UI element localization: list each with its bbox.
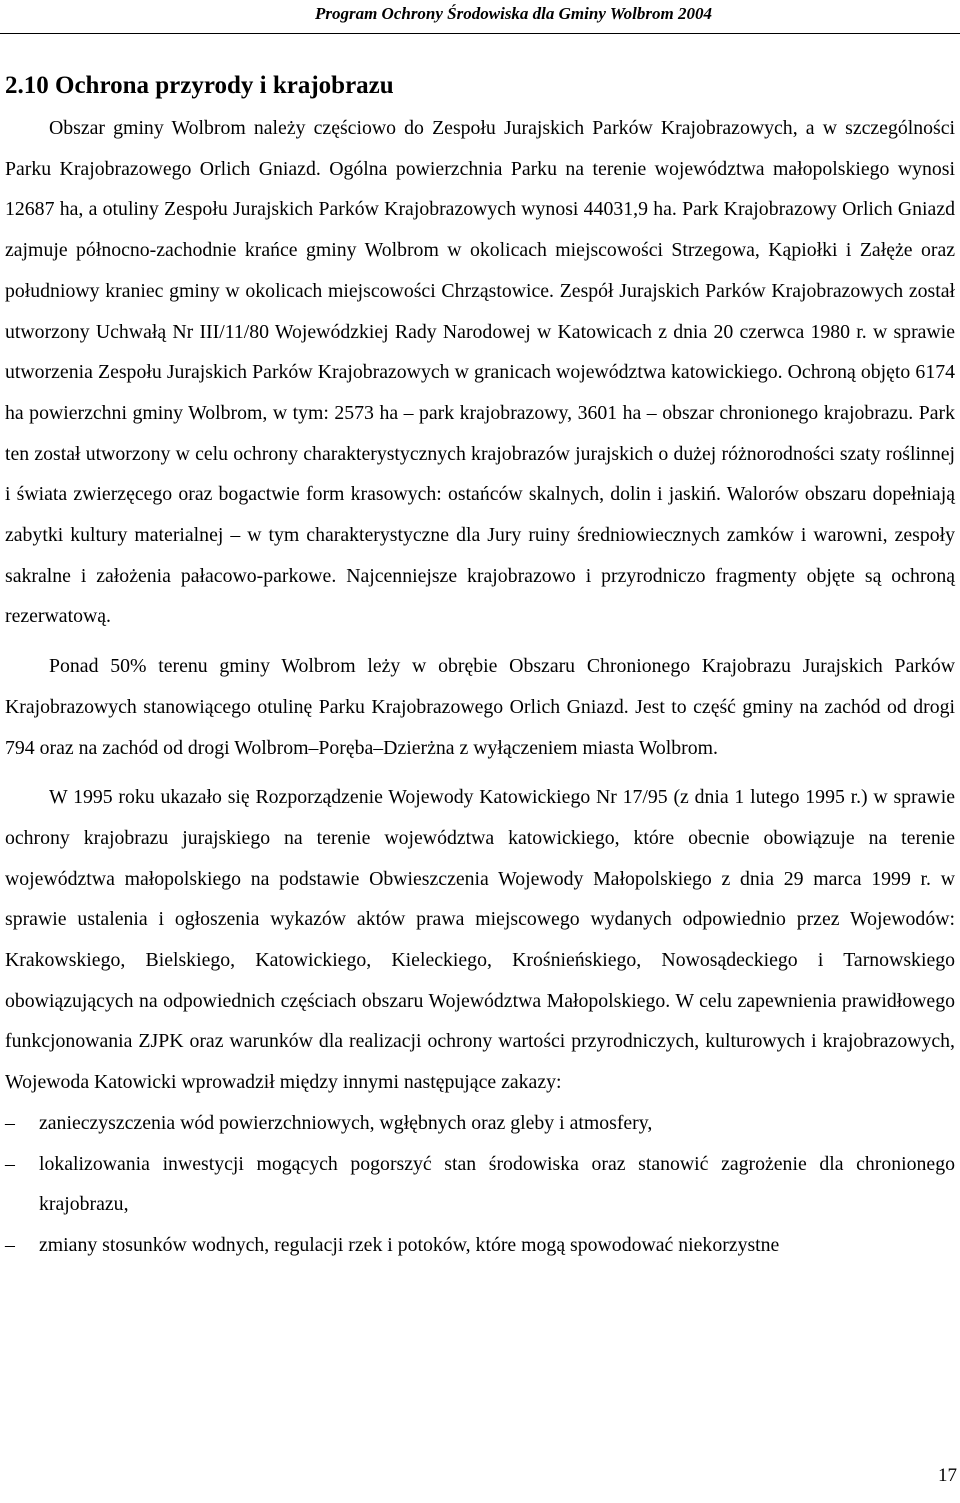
paragraph-3: W 1995 roku ukazało się Rozporządzenie Wojewody Katowickiego Nr 17/95 (z dnia 1 lutego 1995 r.) w sprawie ochrony krajobrazu jurajskiego na terenie województwa katowickiego, które obecnie obowiązuje na terenie województwa małopolskiego na podstawie Obwieszczenia Wojewody Małopolskiego z dnia 29 marca 1999 r. w sprawie ustalenia i ogłoszenia wykazów aktów prawa miejscowego wydanych odpowiednio przez Wojewodów: Krakowskiego, Bielskiego, Katowickiego, Kieleckiego, Krośnieńskiego, Nowosądeckiego i Tarnowskiego obowiązujących na odpowiednich częściach obszaru Województwa Małopolskiego. W celu zapewnienia prawidłowego funkcjonowania ZJPK oraz warunków dla realizacji ochrony wartości przyrodniczych, kulturowych i krajobrazowych, Wojewoda Katowicki wprowadził między innymi następujące zakazy: [5,786,955,1094]
dash-bullet: – [5,1233,15,1256]
list-item-text: lokalizowania inwestycji mogących pogorszyć stan środowiska oraz stanowić zagrożenie dla chronionego krajobrazu, [39,1152,955,1216]
dash-bullet: – [5,1152,15,1175]
header-divider [0,33,960,34]
list-item-text: zanieczyszczenia wód powierzchniowych, wgłębnych oraz gleby i atmosfery, [39,1111,653,1134]
list-item [5,1103,955,1144]
dash-bullet: – [5,1111,15,1134]
section-title: 2.10 Ochrona przyrody i krajobrazu [5,72,394,99]
paragraph-1: Obszar gminy Wolbrom należy częściowo do Zespołu Jurajskich Parków Krajobrazowych, a w szczególności Parku Krajobrazowego Orlich Gniazd. Ogólna powierzchnia Parku na terenie województwa małopolskiego wynosi 12687 ha, a otuliny Zespołu Jurajskich Parków Krajobrazowych wynosi 44031,9 ha. Park Krajobrazowy Orlich Gniazd zajmuje północno-zachodnie krańce gminy Wolbrom w okolicach miejscowości Strzegowa, Kąpiołki i Załęże oraz południowy kraniec gminy w okolicach miejscowości Chrząstowice. Zespół Jurajskich Parków Krajobrazowych został utworzony Uchwałą Nr III/11/80 Wojewódzkiej Rady Narodowej w Katowicach z dnia 20 czerwca 1980 r. w sprawie utworzenia Zespołu Jurajskich Parków Krajobrazowych w granicach województwa katowickiego. Ochroną objęto 6174 ha powierzchni gminy Wolbrom, w tym: 2573 ha – park krajobrazowy, 3601 ha – obszar chronionego krajobrazu. Park ten został utworzony w celu ochrony charakterystycznych krajobrazów jurajskich o dużej różnorodności szaty roślinnej i świata zwierzęcego oraz bogactwie form krasowych: ostańców skalnych, dolin i jaskiń. Walorów obszaru dopełniają zabytki kultury materialnej – w tym charakterystyczne dla Jury ruiny średniowiecznych zamków i warowni, zespoły sakralne i założenia pałacowo-parkowe. Najcenniejsze krajobrazowo i przyrodniczo fragmenty objęte są ochroną rezerwatową. [5,117,955,628]
running-header: Program Ochrony Środowiska dla Gminy Wolbrom 2004 [314,4,712,23]
list-item-text: zmiany stosunków wodnych, regulacji rzek i potoków, które mogą spowodować niekorzystne [39,1233,780,1256]
body-text [5,108,955,1266]
list-item [5,1225,955,1266]
prohibitions-list [5,1103,955,1266]
list-item [5,1144,955,1225]
paragraph-2: Ponad 50% terenu gminy Wolbrom leży w obrębie Obszaru Chronionego Krajobrazu Jurajskich Parków Krajobrazowych stanowiącego otulinę Parku Krajobrazowego Orlich Gniazd. Jest to część gminy na zachód od drogi 794 oraz na zachód od drogi Wolbrom–Poręba–Dzierżna z wyłączeniem miasta Wolbrom. [5,655,955,759]
page-number: 17 [938,1465,957,1486]
